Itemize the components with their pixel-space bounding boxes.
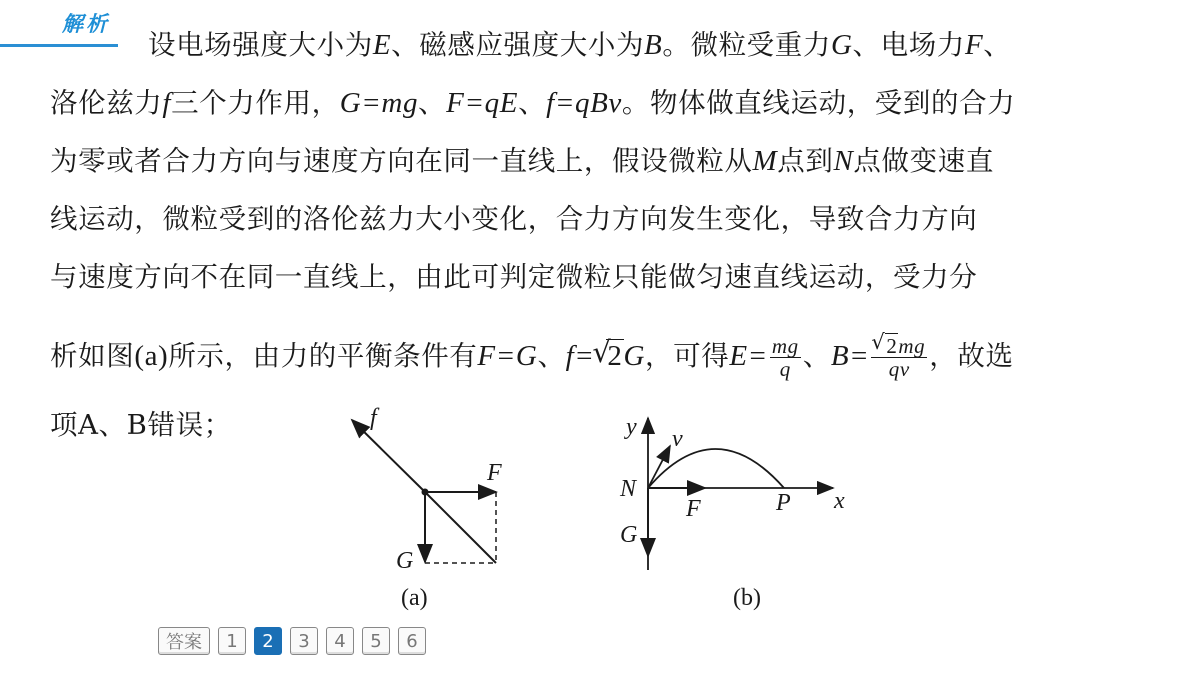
label-N: N bbox=[620, 476, 637, 502]
label-F-b: F bbox=[686, 496, 701, 522]
page-navigation bbox=[158, 627, 426, 657]
answer-button[interactable]: 答案 bbox=[158, 627, 210, 655]
page-button-5[interactable]: 5 bbox=[362, 627, 390, 655]
text-line-4: 线运动，微粒受到的洛伦兹力大小变化，合力方向发生变化，导致合力方向 bbox=[50, 203, 978, 235]
page-button-6[interactable]: 6 bbox=[398, 627, 426, 655]
velocity-arrow bbox=[648, 446, 670, 488]
motion-diagram-b bbox=[610, 410, 860, 575]
label-G: G bbox=[396, 548, 414, 574]
label-G-b: G bbox=[620, 522, 638, 548]
label-y: y bbox=[626, 414, 637, 440]
text-line-6: 析如图(a)所示，由力的平衡条件有F=G、f= √ 2G，可得E= $\frac{mg}{q}$ 、B= √ $\frac{2mg}{qv}$ ，故选 bbox=[50, 330, 1160, 382]
page-button-3[interactable]: 3 bbox=[290, 627, 318, 655]
text-line-7: 项A、B错误； bbox=[50, 409, 232, 441]
force-diagram-a bbox=[330, 400, 530, 580]
label-F: F bbox=[487, 460, 502, 486]
analysis-label: 解析 bbox=[62, 12, 110, 36]
fraction-E: $\frac{mg}{q}$ bbox=[771, 334, 799, 381]
label-v: v bbox=[672, 426, 683, 452]
label-x: x bbox=[834, 488, 845, 514]
resultant-line bbox=[425, 492, 496, 563]
page-button-4[interactable]: 4 bbox=[326, 627, 354, 655]
fraction-B: √ $\frac{2mg}{qv}$ bbox=[871, 335, 927, 380]
text-line-5: 与速度方向不在同一直线上，由此可判定微粒只能做匀速直线运动，受力分 bbox=[50, 261, 978, 293]
label-P: P bbox=[776, 490, 791, 516]
page-button-1[interactable]: 1 bbox=[218, 627, 246, 655]
analysis-underline bbox=[0, 44, 118, 47]
text-line-2: 洛伦兹力f三个力作用，G=mg、F=qE、f=qBv。物体做直线运动，受到的合力 bbox=[50, 87, 1016, 119]
page-button-2[interactable]: 2 bbox=[254, 627, 282, 655]
label-f: f bbox=[370, 405, 377, 431]
text-line-1: 设电场强度大小为E、磁感应强度大小为B。微粒受重力G、电场力F、 bbox=[148, 29, 1012, 61]
sqrt-symbol: √ 2 bbox=[594, 330, 623, 382]
caption-b: (b) bbox=[733, 585, 761, 611]
force-f-arrow bbox=[352, 420, 425, 492]
caption-a: (a) bbox=[401, 585, 428, 611]
trajectory-arc bbox=[648, 449, 784, 488]
text-line-3: 为零或者合力方向与速度方向在同一直线上，假设微粒从M点到N点做变速直 bbox=[50, 145, 994, 177]
